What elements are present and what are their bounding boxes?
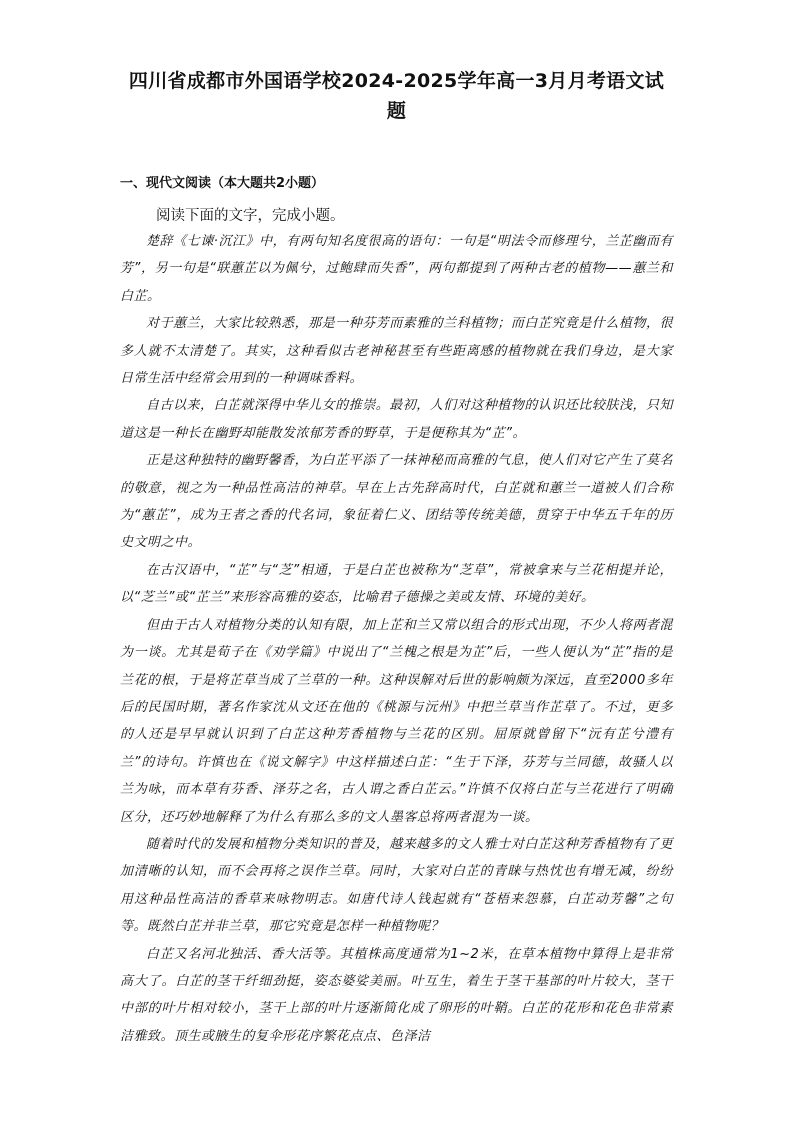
paragraph-5: 在古汉语中，“芷”与“芝”相通，于是白芷也被称为“芝草”，常被拿来与兰花相提并论，以“芝兰”或“芷兰”来形容高雅的姿态，比喻君子德操之美或友情、环境的美好。: [120, 562, 673, 606]
paragraph-4: 正是这种独特的幽野馨香，为白芷平添了一抹神秘而高雅的气息，使人们对它产生了莫名的敬意，视之为一种品性高洁的神草。早在上古先辞高时代，白芷就和蕙兰一道被人们合称为“蕙芷”，成为王者之香的代名词，象征着仁义、团结等传统美德，贯穿于中华五千年的历史文明之中。: [120, 453, 673, 551]
document-title: 四川省成都市外国语学校2024-2025学年高一3月月考语文试题: [128, 70, 665, 122]
reading-instruction: 阅读下面的文字，完成小题。: [156, 208, 345, 224]
reading-passage: [120, 228, 673, 1050]
paragraph-3: 自古以来，白芷就深得中华儿女的推崇。最初，人们对这种植物的认识还比较肤浅，只知道这是一种长在幽野却能散发浓郁芳香的野草，于是便称其为“芷”。: [120, 398, 673, 441]
paragraph-7: 随着时代的发展和植物分类知识的普及，越来越多的文人雅士对白芷这种芳香植物有了更加清晰的认知，而不会再将之误作兰草。同时，大家对白芷的青睐与热忱也有增无减，纷纷用这种品性高洁的香草来咏物明志。如唐代诗人钱起就有“苍梧来怨慕，白芷动芳馨”之句等。既然白芷并非兰草，那它究竟是怎样一种植物呢？: [120, 836, 673, 935]
paragraph-6: 但由于古人对植物分类的认知有限，加上芷和兰又常以组合的形式出现，不少人将两者混为一谈。尤其是荀子在《劝学篇》中说出了“兰槐之根是为芷”后，一些人便认为“芷”指的是兰花的根，于是将芷草当成了兰草的一种。这种误解对后世的影响颇为深远，直至2000多年后的民国时期，著名作家沈从文还在他的《桃源与沅州》中把兰草当作芷草了。不过，更多的人还是早早就认识到了白芷这种芳香植物与兰花的区别。屈原就曾留下“沅有芷兮澧有兰”的诗句。许慎也在《说文解字》中这样描述白芷：“生于下泽，芬芳与兰同德，故骚人以兰为咏，而本草有芬香、泽芬之名，古人谓之香白芷云。”许慎不仅将白芷与兰花进行了明确区分，还巧妙地解释了为什么有那么多的文人墨客总将两者混为一谈。: [120, 617, 673, 825]
paragraph-8: 白芷又名河北独活、香大活等。其植株高度通常为1~2米，在草本植物中算得上是非常高大了。白芷的茎干纤细劲挺，姿态婆娑美丽。叶互生，着生于茎干基部的叶片较大，茎干中部的叶片相对较小，茎干上部的叶片逐渐简化成了卵形的叶鞘。白芷的花形和花色非常素洁雅致。顶生或腋生的复伞形花序繁花点点、色泽洁: [120, 946, 673, 1044]
paragraph-2: 对于蕙兰，大家比较熟悉，那是一种芬芳而素雅的兰科植物；而白芷究竟是什么植物，很多人就不太清楚了。其实，这种看似古老神秘甚至有些距离感的植物就在我们身边，是大家日常生活中经常会用到的一种调味香料。: [120, 316, 673, 387]
section-heading: 一、现代文阅读（本大题共2小题）: [120, 176, 325, 191]
paragraph-1: 楚辞《七谏·沉江》中，有两句知名度很高的语句：一句是“明法令而修理兮，兰芷幽而有芳”，另一句是“联蕙芷以为佩兮，过鲍肆而失香”，两句都提到了两种古老的植物——蕙兰和白芷。: [120, 234, 673, 304]
